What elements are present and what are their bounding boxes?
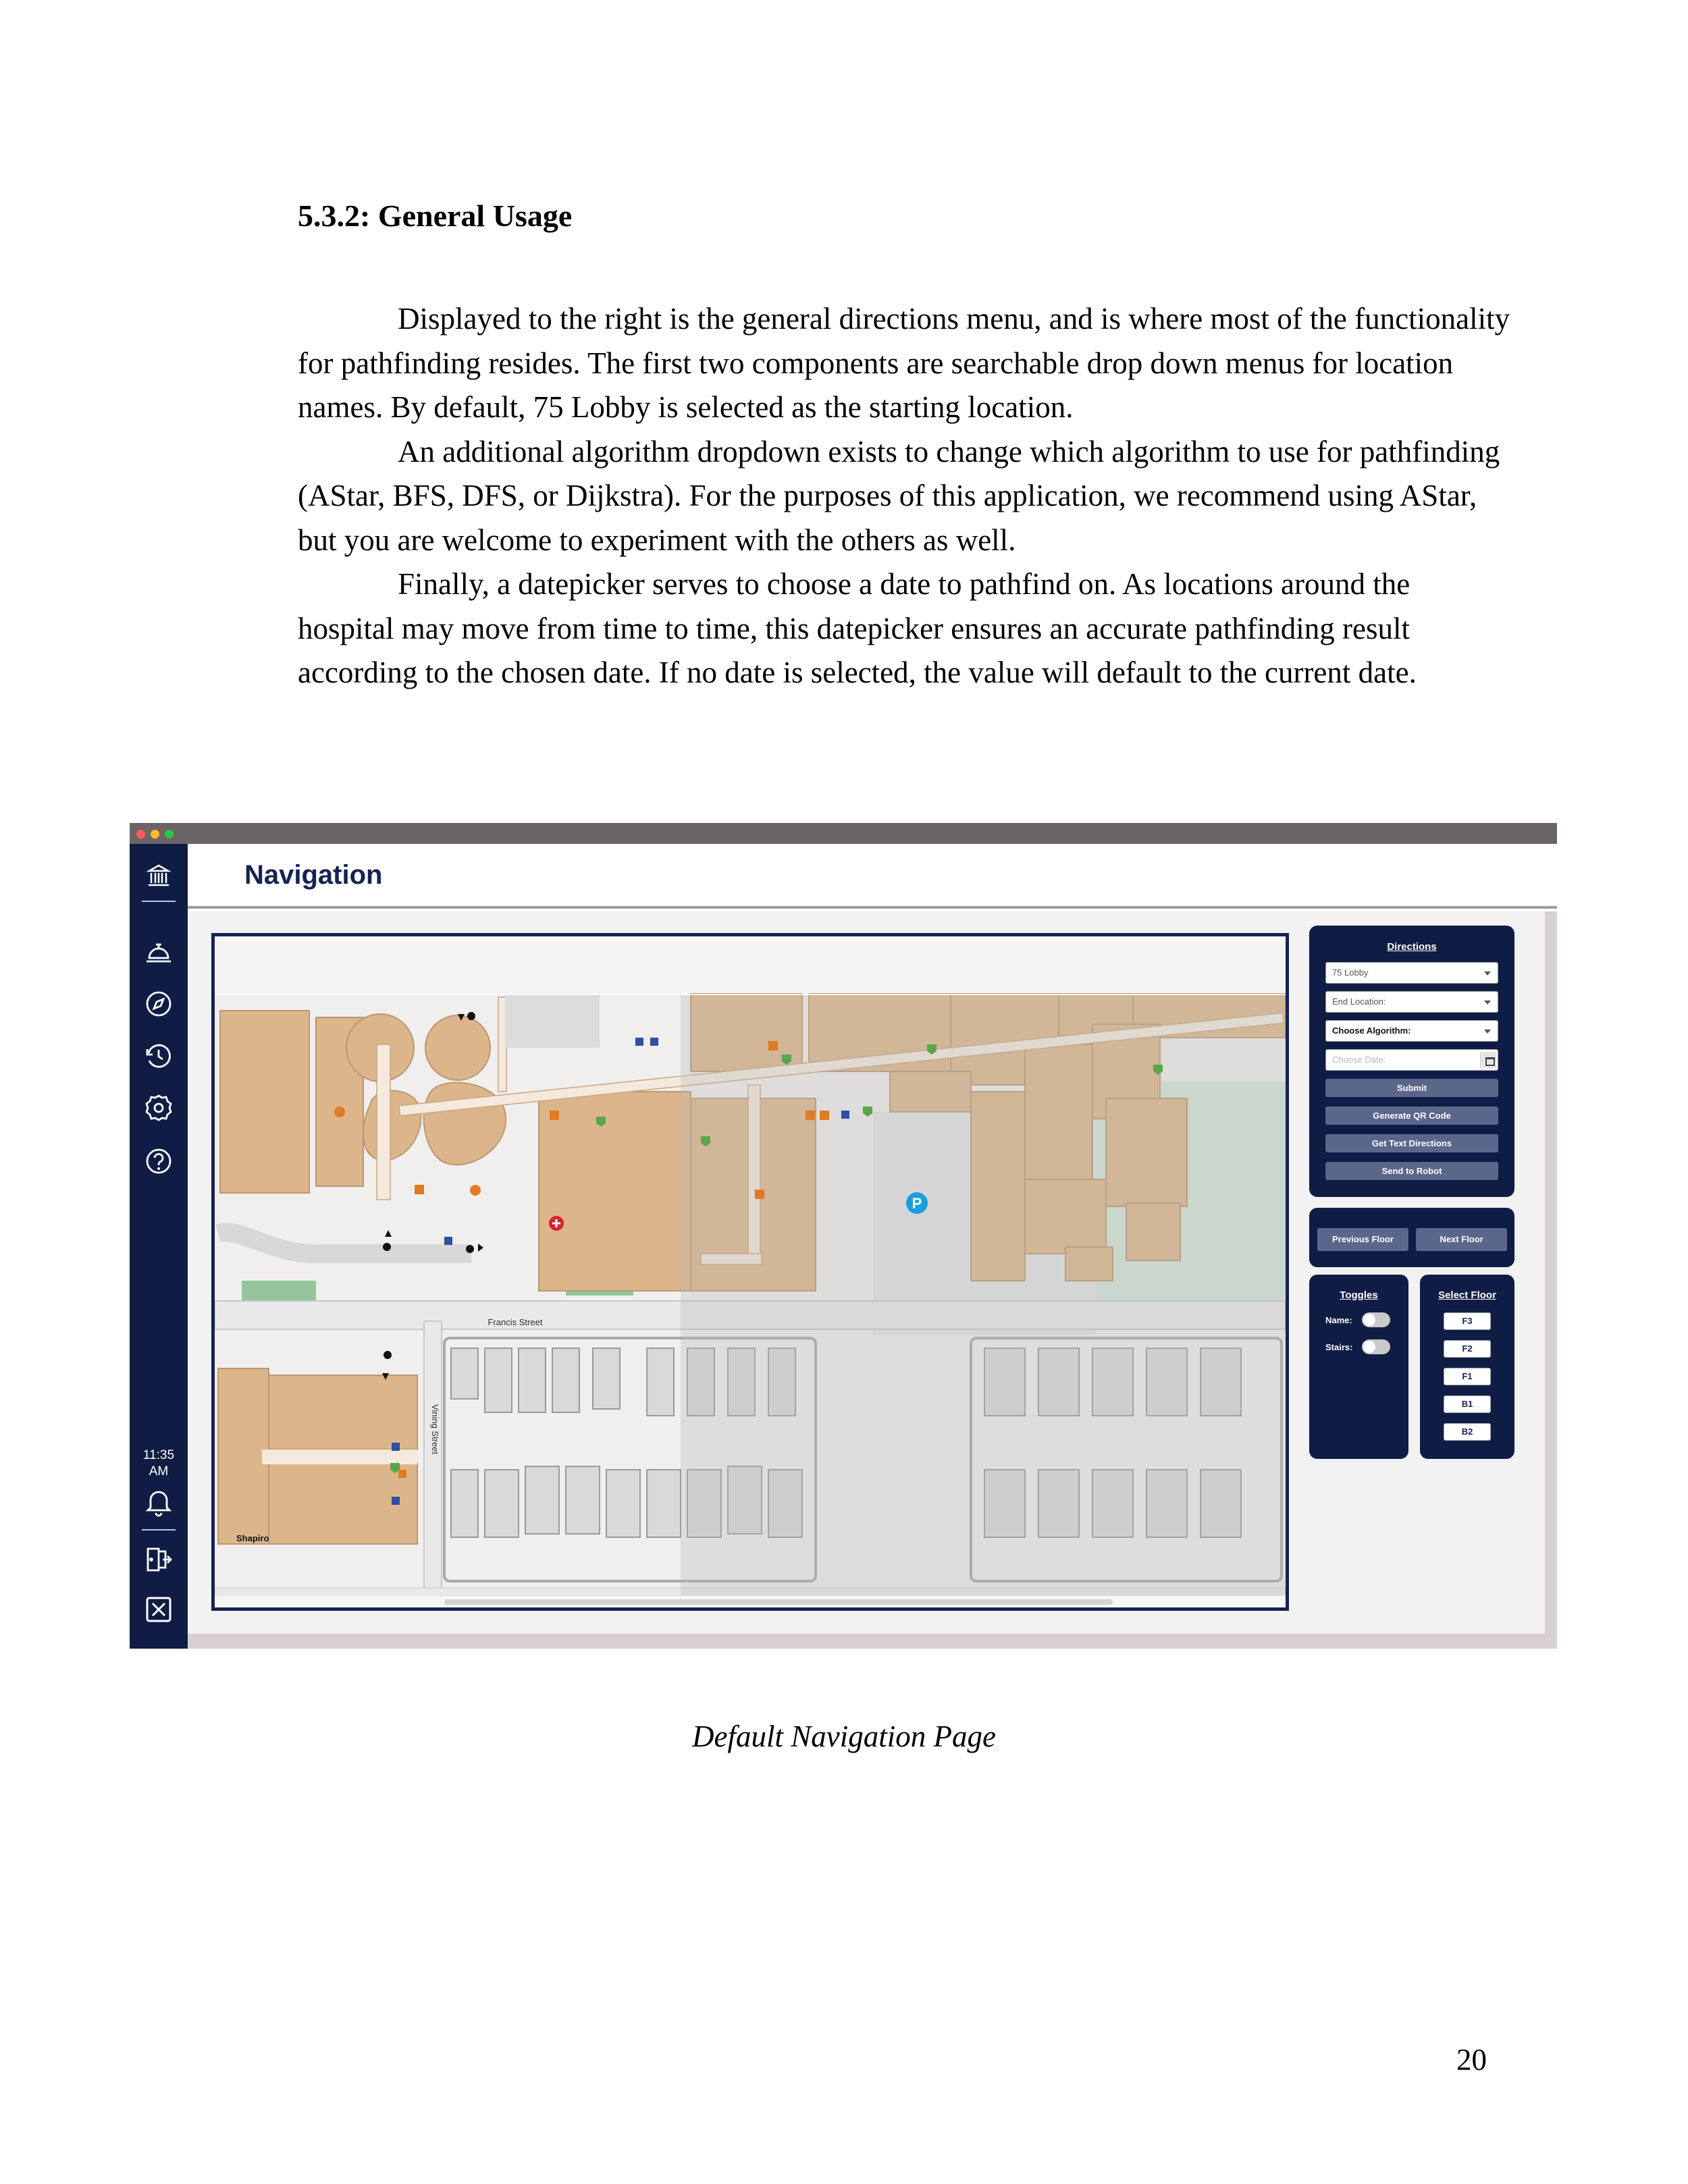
text-directions-button[interactable]: Get Text Directions <box>1325 1134 1498 1152</box>
calendar-icon[interactable] <box>1480 1052 1496 1068</box>
end-location-dropdown[interactable] <box>1325 991 1498 1013</box>
sidebar-clock <box>130 1447 188 1480</box>
accessibility-icon <box>383 1243 391 1251</box>
select-floor-panel <box>1420 1275 1514 1459</box>
generate-qr-button[interactable]: Generate QR Code <box>1325 1107 1498 1125</box>
paragraph-2: An additional algorithm dropdown exists to change which algorithm to use for pathfinding (AStar, BFS, DFS, or Dijkstra). For the purposes of this application, we recommend using AStar, but you are welcome to experiment with the others as well. <box>298 434 1500 557</box>
settings-gear-icon[interactable] <box>142 1092 175 1124</box>
close-x-icon[interactable] <box>142 1593 175 1626</box>
directions-title: Directions <box>1387 941 1437 953</box>
history-icon[interactable] <box>142 1040 175 1072</box>
send-to-robot-button[interactable]: Send to Robot <box>1325 1162 1498 1180</box>
sidebar-divider <box>142 901 176 902</box>
scrollbar-thumb[interactable] <box>444 1599 1113 1605</box>
elevator-icon <box>444 1237 452 1245</box>
building <box>539 1092 691 1291</box>
section-heading: 5.3.2: General Usage <box>298 198 573 233</box>
courtyard <box>505 994 600 1048</box>
window-maximize-dot[interactable] <box>165 830 174 838</box>
amenity-icon <box>334 1107 345 1117</box>
floor-overlay <box>681 994 1286 1607</box>
house <box>647 1348 674 1416</box>
date-picker[interactable] <box>1325 1049 1498 1071</box>
hospital-logo-icon[interactable] <box>142 859 175 891</box>
map-canvas[interactable] <box>215 936 1286 1607</box>
amenity-icon <box>470 1185 481 1196</box>
submit-button[interactable]: Submit <box>1325 1079 1498 1097</box>
house <box>451 1470 478 1537</box>
window-minimize-dot[interactable] <box>151 830 159 838</box>
figure-caption: Default Navigation Page <box>692 1720 996 1753</box>
house <box>593 1348 620 1409</box>
help-icon[interactable] <box>142 1145 175 1177</box>
chevron-down-icon <box>1484 971 1491 976</box>
accessibility-icon <box>384 1351 392 1359</box>
select-floor-title: Select Floor <box>1438 1289 1496 1301</box>
navigation-screenshot <box>130 823 1557 1649</box>
house <box>519 1348 546 1412</box>
house <box>525 1466 559 1534</box>
paragraph-3: Finally, a datepicker serves to choose a date to pathfind on. As locations around the hospital may move from time to time, this datepicker ensures an accurate pathfinding result according to the chosen date. If no date is selected, the value will default to the current date. <box>298 567 1417 689</box>
body-text <box>298 297 1513 695</box>
name-toggle-label: Name: <box>1325 1315 1352 1325</box>
clock-period: AM <box>149 1464 169 1479</box>
building <box>269 1375 417 1449</box>
name-toggle[interactable] <box>1362 1312 1390 1327</box>
building <box>220 1011 309 1193</box>
corridor <box>377 1044 390 1200</box>
elevator-icon <box>392 1497 400 1505</box>
start-location-value: 75 Lobby <box>1332 967 1369 978</box>
algorithm-label: Choose Algorithm: <box>1332 1026 1411 1036</box>
accessibility-icon <box>466 1245 474 1253</box>
house <box>552 1348 579 1412</box>
elevator-icon <box>635 1038 643 1046</box>
stairs-toggle-label: Stairs: <box>1325 1342 1353 1352</box>
elevator-icon <box>392 1443 400 1451</box>
house <box>647 1470 681 1537</box>
sidebar-divider <box>142 1529 176 1530</box>
algorithm-dropdown[interactable] <box>1325 1020 1498 1042</box>
date-placeholder: Choose Date: <box>1332 1055 1386 1065</box>
floor-button-b2[interactable]: B2 <box>1444 1423 1491 1441</box>
floor-button-f2[interactable]: F2 <box>1444 1340 1491 1358</box>
amenity-icon <box>550 1111 559 1120</box>
house <box>485 1470 519 1537</box>
house <box>485 1348 512 1412</box>
map-edge <box>215 994 1286 995</box>
building <box>218 1368 269 1544</box>
chevron-down-icon <box>1484 1001 1491 1005</box>
sidebar <box>130 844 188 1649</box>
amenity-icon <box>806 1111 815 1120</box>
compass-icon[interactable] <box>142 988 175 1020</box>
parking-icon-letter: P <box>912 1195 922 1212</box>
toggles-title: Toggles <box>1340 1289 1378 1301</box>
page-title: Navigation <box>244 860 383 890</box>
amenity-icon <box>755 1190 764 1199</box>
page-number: 20 <box>1456 2043 1487 2077</box>
window-titlebar <box>130 823 1557 844</box>
floor-button-b1[interactable]: B1 <box>1444 1395 1491 1413</box>
window-close-dot[interactable] <box>136 830 145 838</box>
corridor <box>262 1449 417 1464</box>
stairs-toggle[interactable] <box>1362 1339 1390 1354</box>
previous-floor-button[interactable]: Previous Floor <box>1317 1228 1408 1251</box>
shapiro-label: Shapiro <box>236 1533 269 1543</box>
notification-bell-icon[interactable] <box>142 1485 175 1518</box>
floor-button-f1[interactable]: F1 <box>1444 1368 1491 1385</box>
directions-panel <box>1309 926 1514 1197</box>
floor-navigation-panel <box>1309 1208 1514 1267</box>
vining-street <box>424 1321 442 1607</box>
amenity-icon <box>398 1470 406 1478</box>
hospital-map[interactable] <box>211 933 1289 1611</box>
house <box>566 1466 600 1534</box>
elevator-icon <box>841 1111 849 1119</box>
clock-time: 11:35 <box>142 1448 175 1462</box>
next-floor-button[interactable]: Next Floor <box>1416 1228 1507 1251</box>
building <box>425 1015 490 1080</box>
house <box>451 1348 478 1399</box>
start-location-dropdown[interactable] <box>1325 962 1498 984</box>
end-location-placeholder: End Location: <box>1332 996 1386 1007</box>
elevator-icon <box>650 1038 658 1046</box>
top-bar <box>188 844 1557 909</box>
service-bell-icon[interactable] <box>142 936 175 969</box>
map-horizontal-scrollbar[interactable] <box>215 1595 1286 1607</box>
floor-button-f3[interactable]: F3 <box>1444 1312 1491 1330</box>
francis-street-label: Francis Street <box>487 1317 543 1327</box>
toggles-panel <box>1309 1275 1408 1459</box>
accessibility-icon <box>467 1012 475 1020</box>
chevron-down-icon <box>1484 1030 1491 1034</box>
paragraph-1: Displayed to the right is the general directions menu, and is where most of the functionality for pathfinding resides. The first two components are searchable drop down menus for location names. By default, 75 Lobby is selected as the starting location. <box>298 302 1510 424</box>
amenity-icon <box>820 1111 829 1120</box>
amenity-icon <box>768 1041 778 1050</box>
house <box>606 1470 640 1537</box>
amenity-icon <box>415 1185 424 1194</box>
green-area <box>242 1281 316 1301</box>
vining-street-label: Vining Street <box>430 1404 440 1455</box>
logout-door-icon[interactable] <box>142 1543 175 1576</box>
